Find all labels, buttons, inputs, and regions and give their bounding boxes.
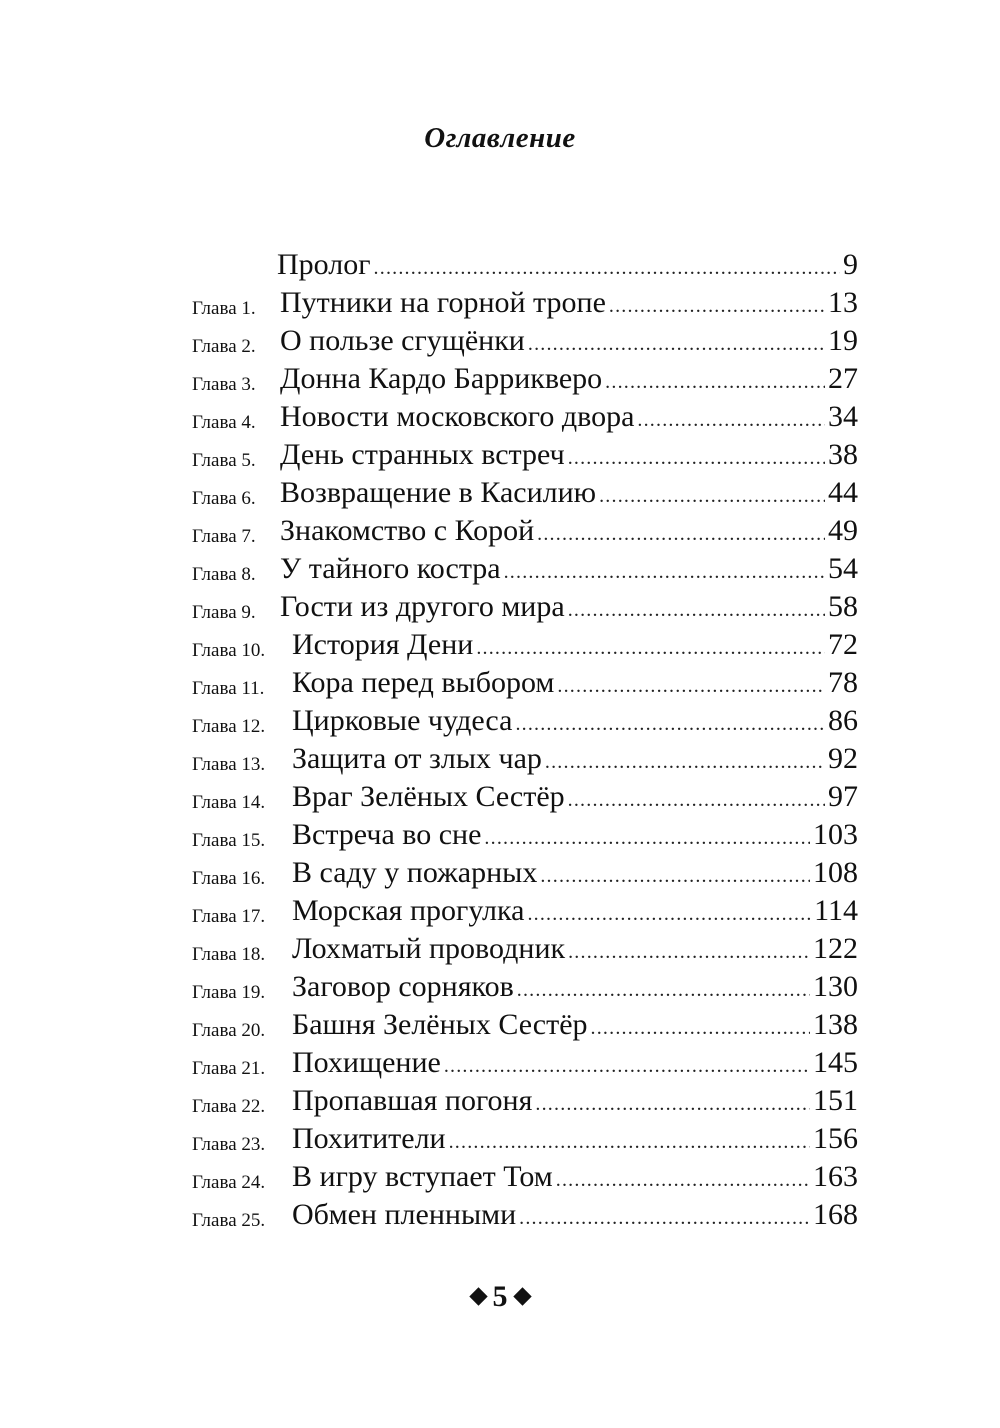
chapter-prefix: Глава 21. xyxy=(192,1058,266,1079)
toc-entry-main xyxy=(292,894,858,931)
toc-entry-page: 19 xyxy=(828,324,858,357)
toc-entry[interactable] xyxy=(0,1198,1000,1239)
dot-leader xyxy=(568,441,825,475)
toc-entry-title: Кора перед выбором xyxy=(292,666,555,699)
toc-entry-title: Возвращение в Касилию xyxy=(280,476,597,509)
toc-entry[interactable] xyxy=(0,324,1000,365)
toc-entry-title: Гости из другого мира xyxy=(280,590,565,623)
toc-entry-main xyxy=(292,742,858,779)
dot-leader xyxy=(568,593,825,627)
toc-entry-main xyxy=(277,248,858,285)
toc-entry-page: 58 xyxy=(828,590,858,623)
dot-leader xyxy=(449,1125,810,1159)
toc-entry-prologue[interactable] xyxy=(0,248,1000,289)
toc-entry-page: 92 xyxy=(828,742,858,775)
toc-entry-title: Защита от злых чар xyxy=(292,742,542,775)
toc-entry-title: Морская прогулка xyxy=(292,894,525,927)
chapter-prefix: Глава 20. xyxy=(192,1020,266,1041)
toc-entry[interactable] xyxy=(0,742,1000,783)
page-title: Оглавление xyxy=(424,122,576,154)
chapter-prefix: Глава 18. xyxy=(192,944,266,965)
toc-entry-page: 122 xyxy=(813,932,858,965)
chapter-prefix: Глава 9. xyxy=(192,602,256,623)
toc-entry-page: 138 xyxy=(813,1008,858,1041)
dot-leader xyxy=(484,821,810,855)
toc-entry-title: В саду у пожарных xyxy=(292,856,538,889)
chapter-prefix: Глава 12. xyxy=(192,716,266,737)
toc-entry[interactable] xyxy=(0,400,1000,441)
toc-entry[interactable] xyxy=(0,1046,1000,1087)
toc-entry-title: Обмен пленными xyxy=(292,1198,517,1231)
toc-entry-main xyxy=(280,286,858,323)
toc-entry[interactable] xyxy=(0,514,1000,555)
toc-entry-title: Путники на горной тропе xyxy=(280,286,606,319)
toc-entry-title: День странных встреч xyxy=(280,438,565,471)
dot-leader xyxy=(374,251,840,285)
toc-entry[interactable] xyxy=(0,932,1000,973)
dot-leader xyxy=(557,669,825,703)
dot-leader xyxy=(599,479,825,513)
toc-entry-page: 27 xyxy=(828,362,858,395)
toc-entry[interactable] xyxy=(0,970,1000,1011)
toc-entry-main xyxy=(280,324,858,361)
toc-entry[interactable] xyxy=(0,476,1000,517)
chapter-prefix: Глава 5. xyxy=(192,450,256,471)
toc-entry-title: Лохматый проводник xyxy=(292,932,566,965)
toc-entry-page: 9 xyxy=(843,248,858,281)
chapter-prefix: Глава 2. xyxy=(192,336,256,357)
toc-entry-title: Знакомство с Корой xyxy=(280,514,535,547)
toc-entry-main xyxy=(292,780,858,817)
toc-entry-page: 86 xyxy=(828,704,858,737)
toc-entry-title: В игру вступает Том xyxy=(292,1160,553,1193)
toc-entry-title: Донна Кардо Баррикверо xyxy=(280,362,603,395)
chapter-prefix: Глава 23. xyxy=(192,1134,266,1155)
toc-entry-title: Новости московского двора xyxy=(280,400,635,433)
toc-entry-main xyxy=(292,970,858,1007)
dot-leader xyxy=(537,517,825,551)
chapter-prefix: Глава 7. xyxy=(192,526,256,547)
toc-entry-main xyxy=(280,476,858,513)
chapter-prefix: Глава 6. xyxy=(192,488,256,509)
toc-entry-main xyxy=(292,1198,858,1235)
toc-entry[interactable] xyxy=(0,1084,1000,1125)
dot-leader xyxy=(517,973,810,1007)
toc-entry-page: 38 xyxy=(828,438,858,471)
toc-entry-main xyxy=(280,514,858,551)
dot-leader xyxy=(527,897,811,931)
chapter-prefix: Глава 15. xyxy=(192,830,266,851)
toc-entry[interactable] xyxy=(0,780,1000,821)
toc-entry[interactable] xyxy=(0,362,1000,403)
chapter-prefix: Глава 16. xyxy=(192,868,266,889)
toc-entry-main xyxy=(280,400,858,437)
toc-entry-main xyxy=(292,818,858,855)
toc-entry-title: Пролог xyxy=(277,248,371,281)
toc-entry-main xyxy=(292,628,858,665)
toc-entry[interactable] xyxy=(0,704,1000,745)
toc-entry-page: 78 xyxy=(828,666,858,699)
toc-entry[interactable] xyxy=(0,894,1000,935)
toc-entry-page: 114 xyxy=(814,894,858,927)
chapter-prefix: Глава 13. xyxy=(192,754,266,775)
toc-entry-page: 34 xyxy=(828,400,858,433)
toc-entry-title: Встреча во сне xyxy=(292,818,482,851)
toc-entry-page: 44 xyxy=(828,476,858,509)
toc-entry-title: Пропавшая погоня xyxy=(292,1084,533,1117)
toc-entry[interactable] xyxy=(0,1160,1000,1201)
toc-entry-title: История Дени xyxy=(292,628,474,661)
dot-leader xyxy=(556,1163,810,1197)
toc-entry-main xyxy=(280,438,858,475)
dot-leader xyxy=(637,403,825,437)
dot-leader xyxy=(568,935,810,969)
toc-entry-page: 72 xyxy=(828,628,858,661)
dot-leader xyxy=(545,745,825,779)
dot-leader xyxy=(540,859,810,893)
dot-leader xyxy=(444,1049,810,1083)
chapter-prefix: Глава 11. xyxy=(192,678,265,699)
toc-entry[interactable] xyxy=(0,628,1000,669)
toc-entry-page: 145 xyxy=(813,1046,858,1079)
toc-entry-main xyxy=(292,666,858,703)
toc-entry-main xyxy=(280,362,858,399)
toc-entry[interactable] xyxy=(0,666,1000,707)
diamond-ornament-icon xyxy=(513,1287,531,1305)
toc-entry-page: 156 xyxy=(813,1122,858,1155)
toc-entry[interactable] xyxy=(0,590,1000,631)
dot-leader xyxy=(519,1201,810,1235)
toc-entry-page: 108 xyxy=(813,856,858,889)
chapter-prefix: Глава 1. xyxy=(192,298,256,319)
toc-entry[interactable] xyxy=(0,552,1000,593)
toc-entry-page: 103 xyxy=(813,818,858,851)
page-number-value: 5 xyxy=(492,1280,508,1313)
toc-entry-title: Заговор сорняков xyxy=(292,970,514,1003)
chapter-prefix: Глава 24. xyxy=(192,1172,266,1193)
toc-entry-title: Цирковые чудеса xyxy=(292,704,513,737)
dot-leader xyxy=(568,783,825,817)
chapter-prefix: Глава 17. xyxy=(192,906,266,927)
chapter-prefix: Глава 3. xyxy=(192,374,256,395)
toc-entry[interactable] xyxy=(0,856,1000,897)
toc-entry-main xyxy=(292,1046,858,1083)
toc-entry-title: У тайного костра xyxy=(280,552,501,585)
toc-entry-title: Башня Зелёных Сестёр xyxy=(292,1008,588,1041)
chapter-prefix: Глава 22. xyxy=(192,1096,266,1117)
toc-entry-main xyxy=(292,1084,858,1121)
toc-entry-page: 130 xyxy=(813,970,858,1003)
toc-entry[interactable] xyxy=(0,1122,1000,1163)
toc-entry[interactable] xyxy=(0,286,1000,327)
chapter-prefix: Глава 19. xyxy=(192,982,266,1003)
dot-leader xyxy=(609,289,825,323)
toc-entry-title: Враг Зелёных Сестёр xyxy=(292,780,565,813)
dot-leader xyxy=(605,365,825,399)
toc-entry-main xyxy=(280,590,858,627)
dot-leader xyxy=(504,555,825,589)
page-number xyxy=(0,1280,1000,1314)
chapter-prefix: Глава 4. xyxy=(192,412,256,433)
toc-entry-page: 168 xyxy=(813,1198,858,1231)
toc-entry-title: О пользе сгущёнки xyxy=(280,324,525,357)
chapter-prefix: Глава 10. xyxy=(192,640,266,661)
toc-entry-main xyxy=(292,704,858,741)
toc-entry-main xyxy=(292,1160,858,1197)
toc-entry-main xyxy=(292,856,858,893)
toc-entry-page: 151 xyxy=(813,1084,858,1117)
toc-entry-main xyxy=(292,932,858,969)
dot-leader xyxy=(591,1011,810,1045)
toc-entry[interactable] xyxy=(0,1008,1000,1049)
diamond-ornament-icon xyxy=(469,1287,487,1305)
toc-entry-title: Похищение xyxy=(292,1046,441,1079)
toc-entry[interactable] xyxy=(0,438,1000,479)
chapter-prefix: Глава 25. xyxy=(192,1210,266,1231)
chapter-prefix: Глава 8. xyxy=(192,564,256,585)
dot-leader xyxy=(535,1087,810,1121)
toc-entry-main xyxy=(280,552,858,589)
toc-entry-page: 97 xyxy=(828,780,858,813)
toc-entry-page: 163 xyxy=(813,1160,858,1193)
dot-leader xyxy=(515,707,825,741)
dot-leader xyxy=(476,631,825,665)
toc-entry-page: 54 xyxy=(828,552,858,585)
toc-entry-page: 13 xyxy=(828,286,858,319)
toc-entry[interactable] xyxy=(0,818,1000,859)
toc-entry-main xyxy=(292,1008,858,1045)
chapter-prefix: Глава 14. xyxy=(192,792,266,813)
dot-leader xyxy=(528,327,825,361)
toc-entry-main xyxy=(292,1122,858,1159)
toc-entry-page: 49 xyxy=(828,514,858,547)
toc-entry-title: Похитители xyxy=(292,1122,446,1155)
